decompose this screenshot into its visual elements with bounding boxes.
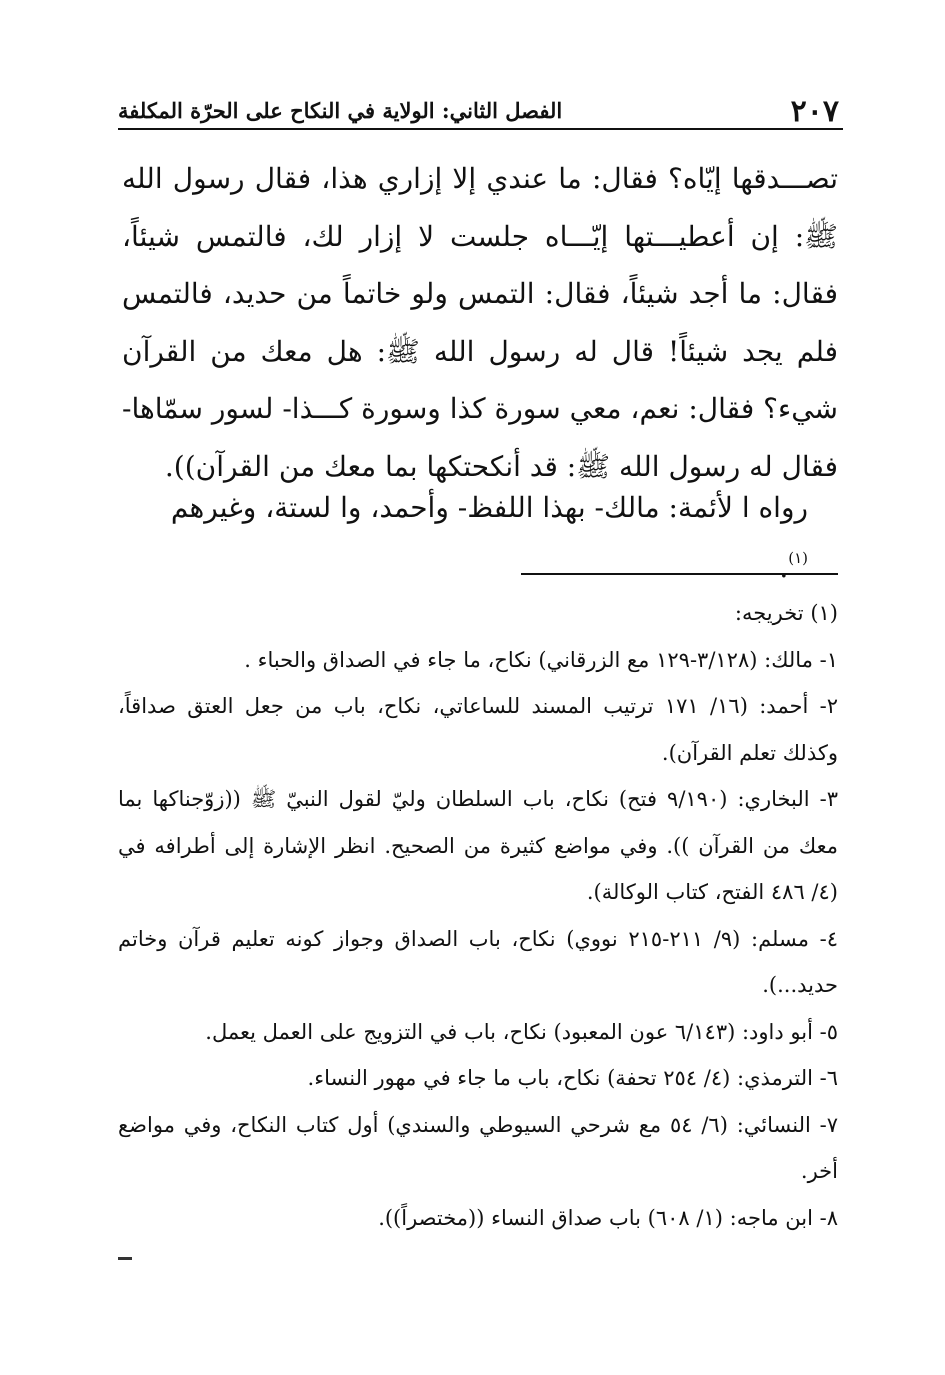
header-rule [118,128,843,130]
footnotes [118,590,838,1241]
narration-end: . [779,551,789,584]
footnote-item-muslim: ٤- مسلم: (٩/ ٢١١-٢١٥ نووي) نكاح، باب الصداق وجواز كونه تعليم قرآن وخاتم حديد...). [118,926,838,997]
footnote-item-ibn-majah: ٨- ابن ماجه: (١/ ٦٠٨) باب صداق النساء ((مختصراً)). [378,1205,838,1230]
footnote-item-nasai: ٧- النسائي: (٦/ ٥٤ مع شرحي السيوطي والسندي) أول كتاب النكاح، وفي مواضع أخر. [118,1112,838,1183]
footnote-marker: (١) [788,549,808,567]
page-header [118,88,843,130]
footnote-item-ahmad: ٢- أحمد: (١٦/ ١٧١ ترتيب المسند للساعاتي، نكاح، باب من جعل العتق صداقاً، وكذلك تعلم القرآن). [118,694,838,765]
hadith-paragraph: تصـــدقها إيّاه؟ فقال: ما عندي إلا إزاري هذا، فقال رسول الله ﷺ: إن أعطيـــتها إيّـــاه جلست لا إزار لك، فالتمس شيئاً، فقال: ما أجد شيئاً، فقال: التمس ولو خاتماً من حديد، فالتمس فلم يجد شيئاً! قال له رسول الله ﷺ: هل معك من القرآن شيء؟ فقال: نعم، معي سورة كذا وسورة كـــذا- لسور سمّاها- فقال له رسول الله ﷺ: قد أنكحتكها بما معك من القرآن)). [122,162,838,483]
footnote-heading: (١) تخريجه: [734,601,838,625]
footnote-item-malik: ١- مالك: (٣/١٢٨-١٢٩ مع الزرقاني) نكاح، ما جاء في الصداق والحباء . [244,647,838,672]
page-number: ٢٠٧ [790,94,839,129]
scan-mark [118,1257,132,1260]
running-title: الفصل الثاني: الولاية في النكاح على الحرّة المكلفة [118,98,563,123]
narration-line [150,483,808,593]
footnote-item-bukhari: ٣- البخاري: (٩/١٩٠ فتح) نكاح، باب السلطان وليّ لقول النبيّ ﷺ ((زوّجناكها بما معك من القرآن )). وفي مواضع كثيرة من الصحيح. انظر الإشارة إلى أطرافه في (٤/ ٤٨٦ الفتح، كتاب الوكالة). [118,787,838,904]
footnote-item-abu-dawud: ٥- أبو داود: (٦/١٤٣ عون المعبود) نكاح، باب في التزويج على العمل يعمل. [205,1019,838,1044]
narration-text: رواه ا لأئمة: مالك- بهذا اللفظ- وأحمد، وا لستة، وغيرهم [170,491,808,524]
footnote-separator [521,573,838,575]
main-text [122,150,838,495]
footnote-item-tirmidhi: ٦- الترمذي: (٤/ ٢٥٤ تحفة) نكاح، باب ما جاء في مهور النساء. [307,1066,838,1090]
